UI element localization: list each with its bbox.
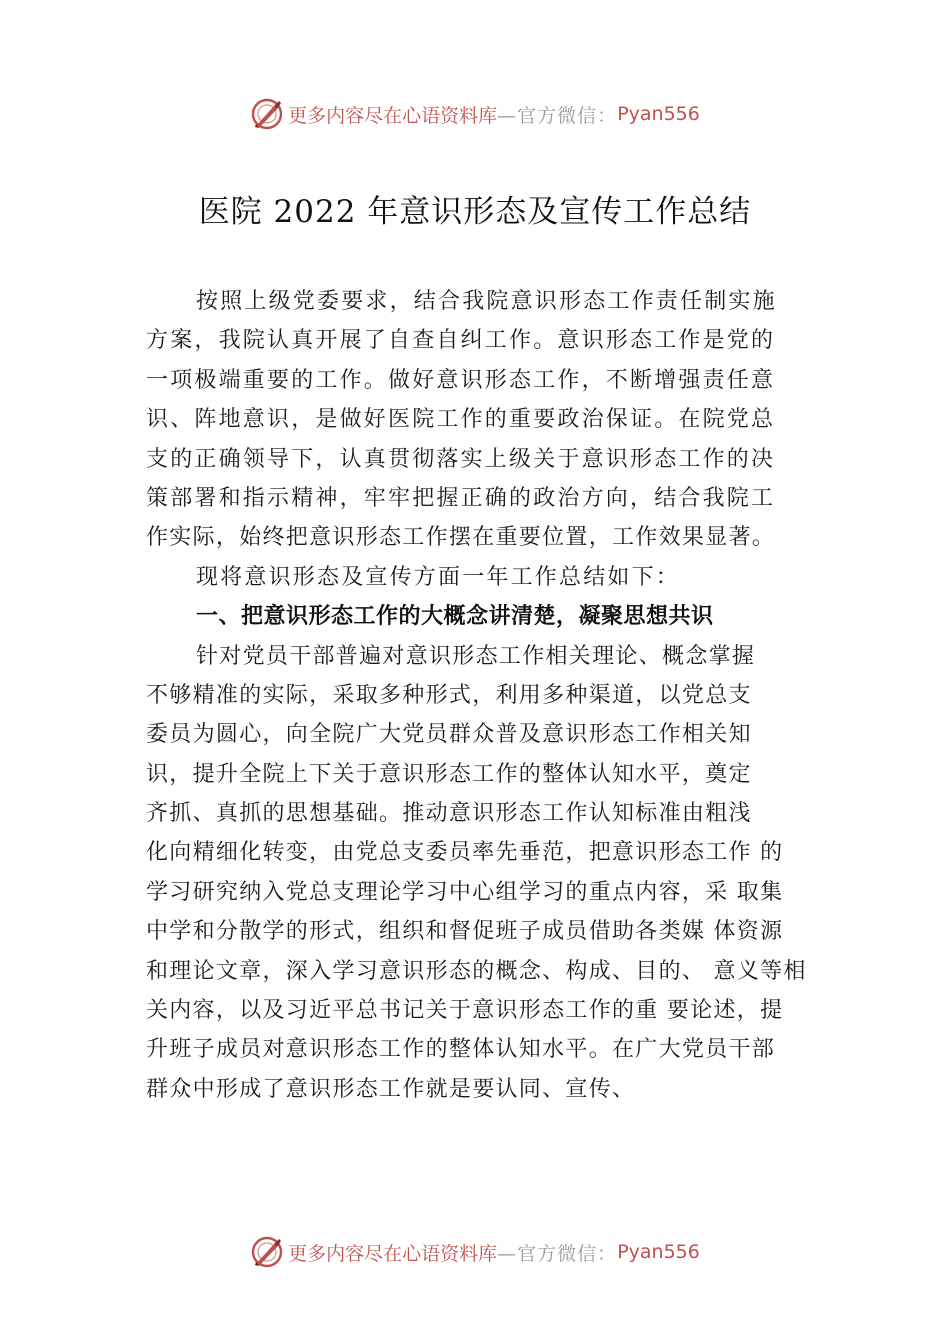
watermark-account-id: Pyan556 — [617, 1241, 700, 1263]
body-line: 升班子成员对意识形态工作的整体认知水平。在广大党员干部 — [146, 1037, 776, 1063]
watermark-library-text: 更多内容尽在心语资料库 — [288, 104, 498, 127]
body-line: 支的正确领导下，认真贯彻落实上级关于意识形态工作的决 — [146, 446, 776, 472]
watermark-wechat-label: —官方微信： — [497, 104, 618, 127]
body-line: 识、阵地意识，是做好医院工作的重要政治保证。在院党总 — [146, 407, 776, 433]
body-line: 委员为圆心，向全院广大党员群众普及意识形态工作相关知 — [146, 722, 752, 748]
pen-logo-icon — [250, 97, 284, 131]
body-line: 齐抓、真抓的思想基础。推动意识形态工作认知标准由粗浅 — [146, 801, 752, 827]
section-heading: 一、把意识形态工作的大概念讲清楚，凝聚思想共识 — [196, 604, 714, 630]
body-line: 群众中形成了意识形态工作就是要认同、宣传、 — [146, 1076, 636, 1102]
body-line: 学习研究纳入党总支理论学习中心组学习的重点内容，采 取集 — [146, 879, 784, 905]
body-line: 现将意识形态及宣传方面一年工作总结如下： — [196, 564, 681, 590]
watermark-library-text: 更多内容尽在心语资料库 — [288, 1242, 498, 1265]
body-line: 方案，我院认真开展了自查自纠工作。意识形态工作是党的 — [146, 328, 776, 354]
body-line: 作实际，始终把意识形态工作摆在重要位置，工作效果显著。 — [146, 525, 776, 551]
body-line: 和理论文章，深入学习意识形态的概念、构成、目的、 意义等相 — [146, 958, 807, 984]
body-line: 一项极端重要的工作。做好意识形态工作，不断增强责任意 — [146, 367, 776, 393]
document-title: 医院 2022 年意识形态及宣传工作总结 — [198, 194, 752, 230]
body-line: 中学和分散学的形式，组织和督促班子成员借助各类媒 体资源 — [146, 919, 784, 945]
watermark-wechat-label: —官方微信： — [497, 1242, 618, 1265]
body-line: 策部署和指示精神，牢牢把握正确的政治方向，结合我院工 — [146, 485, 776, 511]
body-line: 针对党员干部普遍对意识形态工作相关理论、概念掌握 — [196, 643, 756, 669]
body-line: 识，提升全院上下关于意识形态工作的整体认知水平，奠定 — [146, 761, 752, 787]
body-line: 化向精细化转变，由党总支委员率先垂范，把意识形态工作 的 — [146, 840, 784, 866]
pen-logo-icon — [250, 1235, 284, 1269]
body-line: 按照上级党委要求，结合我院意识形态工作责任制实施 — [196, 289, 777, 314]
body-line: 不够精准的实际，采取多种形式，利用多种渠道，以党总支 — [146, 682, 752, 708]
document-body — [146, 282, 826, 1109]
header-watermark — [0, 94, 950, 134]
body-line: 关内容，以及习近平总书记关于意识形态工作的重 要论述，提 — [146, 998, 784, 1024]
watermark-account-id: Pyan556 — [617, 103, 700, 125]
footer-watermark — [0, 1232, 950, 1272]
